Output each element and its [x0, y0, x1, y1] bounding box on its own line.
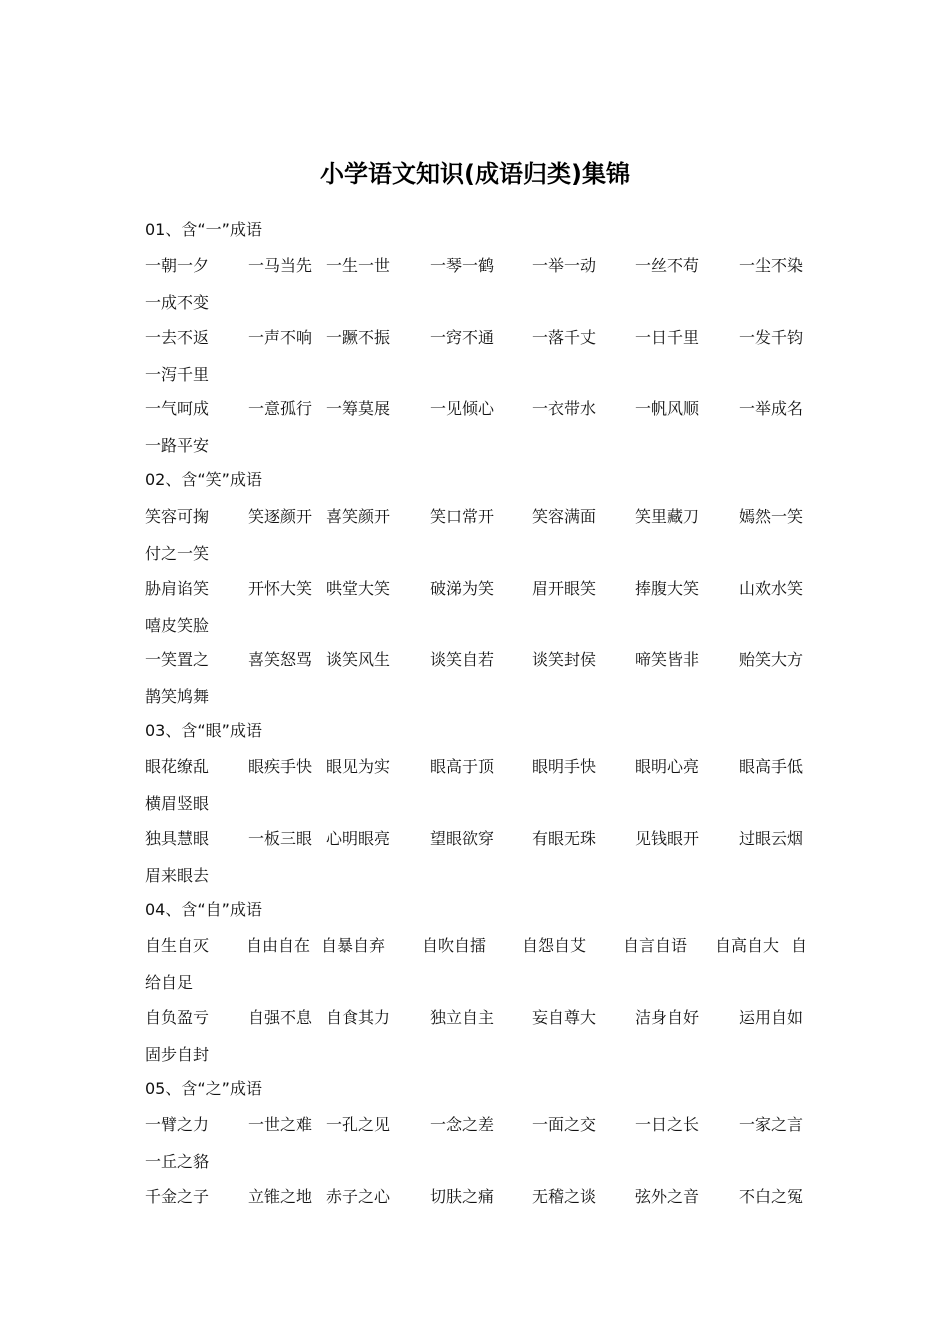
idiom-item: 自怨自艾 — [522, 936, 587, 955]
section-heading: 03、含“眼”成语 — [145, 721, 262, 740]
section-heading: 04、含“自”成语 — [145, 900, 262, 919]
idiom-item: 一筹莫展 — [326, 399, 391, 418]
idiom-item: 自强不息 — [248, 1007, 313, 1027]
idiom-item: 一马当先 — [248, 256, 313, 275]
idiom-item: 过眼云烟 — [739, 828, 804, 848]
idiom-item: 一念之差 — [430, 1115, 495, 1134]
idiom-item: 自暴自弃 — [321, 936, 386, 955]
idiom-item: 眉开眼笑 — [532, 578, 597, 598]
idiom-item: 胁肩谄笑 — [145, 578, 210, 598]
idiom-item: 眼明手快 — [532, 757, 597, 776]
idiom-item: 自 — [791, 936, 808, 955]
idiom-item: 一路平安 — [145, 436, 210, 455]
idiom-item: 横眉竖眼 — [145, 794, 210, 813]
idiom-item: 运用自如 — [739, 1007, 804, 1027]
idiom-item: 一丘之貉 — [145, 1152, 210, 1171]
idiom-item: 山欢水笑 — [739, 578, 804, 598]
idiom-item: 一窍不通 — [430, 327, 495, 347]
idiom-item: 有眼无珠 — [532, 828, 597, 848]
idiom-item: 一笑置之 — [145, 650, 210, 669]
idiom-item: 一泻千里 — [145, 364, 210, 384]
idiom-item: 喜笑怒骂 — [248, 650, 313, 669]
idiom-item: 立锥之地 — [248, 1186, 313, 1206]
idiom-item: 自负盈亏 — [145, 1007, 210, 1027]
idiom-item: 一面之交 — [532, 1115, 597, 1134]
idiom-item: 一声不响 — [248, 327, 313, 347]
idiom-item: 自高自大 — [715, 936, 780, 955]
idiom-item: 一意孤行 — [248, 399, 313, 418]
idiom-item: 眼高手低 — [739, 757, 804, 776]
idiom-item: 捧腹大笑 — [635, 578, 700, 598]
idiom-item: 一举一动 — [532, 256, 597, 275]
idiom-item: 谈笑封侯 — [532, 650, 597, 669]
idiom-item: 一丝不苟 — [635, 256, 700, 275]
idiom-item: 洁身自好 — [635, 1007, 700, 1027]
idiom-item: 一蹶不振 — [326, 327, 391, 347]
idiom-item: 一臂之力 — [145, 1115, 210, 1134]
idiom-item: 心明眼亮 — [326, 828, 391, 848]
idiom-item: 一气呵成 — [145, 399, 210, 418]
idiom-item: 一帆风顺 — [635, 399, 700, 418]
idiom-item: 弦外之音 — [635, 1186, 700, 1206]
idiom-item: 开怀大笑 — [248, 578, 313, 598]
idiom-item: 眼花缭乱 — [145, 757, 210, 776]
page-title: 小学语文知识(成语归类)集锦 — [320, 160, 630, 188]
idiom-item: 无稽之谈 — [532, 1186, 597, 1206]
idiom-item: 自食其力 — [326, 1007, 391, 1027]
idiom-item: 一日千里 — [635, 327, 700, 347]
idiom-item: 一孔之见 — [326, 1115, 391, 1134]
idiom-item: 一举成名 — [739, 399, 804, 418]
idiom-item: 妄自尊大 — [532, 1007, 597, 1027]
idiom-item: 眼疾手快 — [248, 757, 313, 776]
idiom-item: 千金之子 — [145, 1186, 210, 1206]
idiom-item: 谈笑风生 — [326, 650, 391, 669]
idiom-item: 一衣带水 — [532, 399, 597, 418]
idiom-item: 一家之言 — [739, 1115, 804, 1134]
idiom-item: 破涕为笑 — [430, 578, 495, 598]
section-heading: 05、含“之”成语 — [145, 1079, 262, 1098]
idiom-item: 眼高于顶 — [430, 757, 495, 776]
idiom-item: 一尘不染 — [739, 256, 804, 275]
section-heading: 02、含“笑”成语 — [145, 470, 262, 489]
idiom-item: 一发千钧 — [739, 327, 804, 347]
idiom-item: 见钱眼开 — [635, 828, 700, 848]
idiom-item: 固步自封 — [145, 1044, 210, 1064]
idiom-item: 笑逐颜开 — [248, 507, 313, 526]
idiom-item: 贻笑大方 — [739, 650, 804, 669]
idiom-item: 一去不返 — [145, 327, 210, 347]
idiom-item: 一板三眼 — [248, 828, 313, 848]
idiom-item: 自吹自擂 — [422, 936, 487, 955]
idiom-item: 哄堂大笑 — [326, 578, 391, 598]
idiom-item: 眉来眼去 — [145, 865, 210, 885]
idiom-item: 一生一世 — [326, 256, 391, 275]
idiom-item: 嘻皮笑脸 — [145, 615, 210, 635]
idiom-item: 一落千丈 — [532, 327, 597, 347]
idiom-item: 一日之长 — [635, 1115, 700, 1134]
idiom-item: 谈笑自若 — [430, 650, 495, 669]
idiom-item: 一世之难 — [248, 1115, 313, 1134]
idiom-item: 自生自灭 — [145, 936, 210, 955]
idiom-item: 鹊笑鸠舞 — [145, 687, 210, 706]
idiom-item: 眼见为实 — [326, 757, 391, 776]
idiom-item: 一成不变 — [145, 293, 210, 312]
idiom-item: 啼笑皆非 — [635, 650, 700, 669]
idiom-item: 付之一笑 — [145, 544, 210, 563]
section-heading: 01、含“一”成语 — [145, 220, 262, 239]
idiom-item: 赤子之心 — [326, 1186, 391, 1206]
idiom-item: 独具慧眼 — [145, 828, 210, 848]
idiom-item: 笑容可掬 — [145, 507, 210, 526]
idiom-item: 笑容满面 — [532, 507, 597, 526]
idiom-item: 喜笑颜开 — [326, 507, 391, 526]
idiom-item: 给自足 — [145, 973, 194, 992]
idiom-item: 笑口常开 — [430, 507, 495, 526]
idiom-item: 切肤之痛 — [430, 1186, 495, 1206]
idiom-item: 眼明心亮 — [635, 757, 700, 776]
idiom-item: 一琴一鹤 — [430, 256, 495, 275]
idiom-item: 一见倾心 — [430, 399, 495, 418]
idiom-item: 一朝一夕 — [145, 256, 210, 275]
idiom-item: 自言自语 — [623, 936, 688, 955]
idiom-item: 望眼欲穿 — [430, 828, 495, 848]
idiom-item: 笑里藏刀 — [635, 507, 700, 526]
idiom-item: 嫣然一笑 — [739, 507, 804, 526]
idiom-item: 自由自在 — [246, 936, 311, 955]
idiom-item: 独立自主 — [430, 1007, 495, 1027]
idiom-item: 不白之冤 — [739, 1186, 804, 1206]
